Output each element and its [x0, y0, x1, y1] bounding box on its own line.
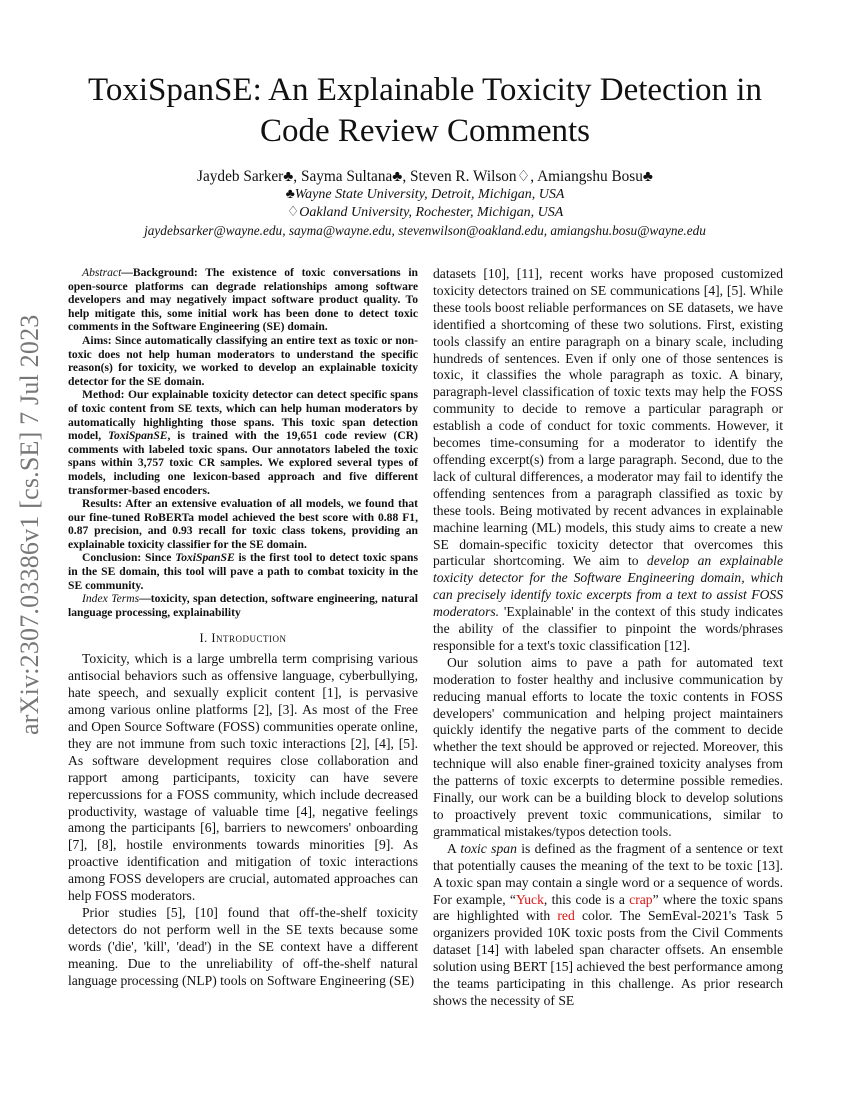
term-toxic-span: toxic span — [460, 840, 517, 856]
abstract-background — [68, 266, 418, 334]
tool-name: ToxiSpanSE — [108, 429, 168, 443]
affiliation-wayne: ♣Wayne State University, Detroit, Michigan, USA — [285, 187, 565, 202]
goal-statement: develop an explainable toxicity detector for the Software Engineering domain, which can precisely identify toxic excerpts from a text to assist FOSS moderators. — [433, 553, 783, 620]
title-line-2: Code Review Comments — [260, 113, 590, 149]
left-column — [68, 266, 418, 989]
right-paragraph-3 — [433, 841, 783, 1010]
paragraph-text: , this code is a — [543, 891, 630, 907]
paragraph-text: color. The SemEval-2021's Task 5 organizers provided 10K toxic posts from the Civil Comments dataset [14] with labeled span character offsets. An ensemble solution using BERT [15] achieved the best performance among the teams participating in this challenge. As prior research shows the necessity of SE — [433, 908, 783, 1008]
intro-paragraph-2: Prior studies [5], [10] found that off-the-shelf toxicity detectors do not perform well in the SE texts because some words ('die', 'kill', 'dead') in the SE context have a different meaning. Due to the unreliability of off-the-shelf natural language processing (NLP) tools on Software Engineering (SE) — [68, 904, 418, 988]
right-paragraph-2: Our solution aims to pave a path for automated text moderation to foster healthy and inclusive communication by reducing manual efforts to locate the toxic contents in FOSS developers' communication and helping project maintainers quickly identify the negative parts of the comment to decide whether the text should be approved or rejected. Moreover, this technique will also enable finer-grained toxicity analyses from the patterns of toxic excerpts to determine possible remedies. Finally, our work can be a building block to develop solutions to proactively prevent toxic communications, similar to grammatical mistakes/typos detection tools. — [433, 654, 783, 839]
red-color-word: red — [557, 908, 575, 924]
index-terms — [68, 592, 418, 619]
right-column — [433, 266, 783, 1010]
arxiv-identifier: arXiv:2307.03386v1 [cs.SE] 7 Jul 2023 — [15, 314, 44, 735]
right-paragraph-1 — [433, 266, 783, 655]
paper-title — [60, 70, 790, 152]
abstract-background-text: —Background: The existence of toxic conversations in open-source platforms can degrade relationships among software developers and may negatively impact software product quality. To help mitigate this, some initial work has been done to detect toxic comments in the Software Engineering (SE) domain. — [68, 266, 418, 334]
abstract-conclusion-text-2: is the first tool to detect toxic spans in the SE domain, this tool will pave a path to combat toxicity in the SE community. — [68, 551, 418, 592]
author-list: Jaydeb Sarker♣, Sayma Sultana♣, Steven R. Wilson♢, Amiangshu Bosu♣ — [197, 168, 653, 185]
abstract-results: Results: After an extensive evaluation of all models, we found that our fine-tuned RoBERTa model achieved the best score with 0.88 F1, 0.87 precision, and 0.93 recall for toxic class tokens, providing an explainable toxicity classifier for the SE domain. — [68, 497, 418, 551]
paragraph-text: is defined as the fragment of a sentence or text that potentially causes the meaning of the text to be toxic [13]. A toxic span may contain a single word or a sequence of words. For example, “ — [433, 840, 784, 907]
abstract-label: Abstract — [82, 266, 122, 279]
affiliation-oakland: ♢Oakland University, Rochester, Michigan, USA — [286, 205, 564, 220]
paragraph-text: ” where the toxic spans are highlighted with — [433, 891, 783, 924]
paragraph-text: 'Explainable' in the context of this study indicates the ability of the classifier to pinpoint the words/phrases responsible for a text's toxic classification [12]. — [433, 604, 783, 653]
index-terms-text: —toxicity, span detection, software engineering, natural language processing, explainability — [68, 592, 418, 619]
toxic-span-example: crap — [629, 891, 653, 907]
section-heading-introduction: I. Introduction — [199, 631, 287, 646]
toxic-span-example: Yuck — [515, 891, 544, 907]
paragraph-text: datasets [10], [11], recent works have proposed customized toxicity detectors trained on SE communications [4], [5]. While these tools boost reliable performances on SE datasets, we have identified a shortcoming of these two solutions. First, existing tools classify an entire paragraph on a binary scale, including hundreds of sentences. Even if only one of those sentences is toxic, it classifies the whole paragraph as toxic. A binary, paragraph-level classification of toxic texts may help the FOSS community to decide to remove a particular paragraph or establish a code of conduct for toxic comments. However, it becomes time-consuming for a moderator to identify the offending excerpt(s) from a large paragraph. Second, due to the lack of cultural differences, a moderator may fail to identify the offending sentences from a paragraph classified as toxic by these tools. Being motivated by recent advances in explainable machine learning (ML) models, this study aims to create a new SE domain-specific toxicity detector that overcomes this particular shortcoming. We aim to — [433, 266, 783, 569]
abstract-method-text: Method: Our explainable toxicity detector can detect specific spans of toxic content from SE texts, which can help human moderators by automatically highlighting those spans. This toxic span detection model, — [68, 388, 418, 443]
abstract-method — [68, 388, 418, 497]
abstract-conclusion-text: Conclusion: Since — [82, 551, 176, 565]
abstract-conclusion — [68, 551, 418, 592]
intro-paragraph-1: Toxicity, which is a large umbrella term comprising various antisocial behaviors such as offensive language, cyberbullying, hate speech, and sexually explicit content [1], is pervasive among various online platforms [2], [3]. As most of the Free and Open Source Software (FOSS) communities operate online, they are not immune from such toxic interactions [2], [4], [5]. As software development requires close collaboration and rapport among participants, toxicity can have severe repercussions for a FOSS community, which include decreased productivity, wastage of valuable time [4], negative feelings among the participants [6], barriers to newcomers' onboarding [7], [8], hostile environments towards minorities [9]. As proactive identification and mitigation of toxic interactions among FOSS developers are crucial, automated approaches can help FOSS moderators. — [68, 651, 418, 904]
abstract-method-text-2: , is trained with the 19,651 code review (CR) comments with labeled toxic spans. Our annotators labeled the toxic spans within 3,757 toxic CR samples. We explored several types of models, including one lexicon-based approach and five different transformer-based encoders. — [68, 429, 418, 497]
index-terms-label: Index Terms — [82, 592, 140, 606]
tool-name: ToxiSpanSE — [175, 551, 235, 565]
abstract-aims: Aims: Since automatically classifying an entire text as toxic or non-toxic does not help human moderators to understand the specific reason(s) for toxicity, we worked to develop an explainable toxicity detector for the SE domain. — [68, 333, 418, 388]
title-line-1: ToxiSpanSE: An Explainable Toxicity Detection in — [88, 72, 762, 108]
author-emails: jaydebsarker@wayne.edu, sayma@wayne.edu, stevenwilson@oakland.edu, amiangshu.bosu@wayne.edu — [144, 223, 706, 238]
paragraph-text: A — [447, 840, 461, 856]
